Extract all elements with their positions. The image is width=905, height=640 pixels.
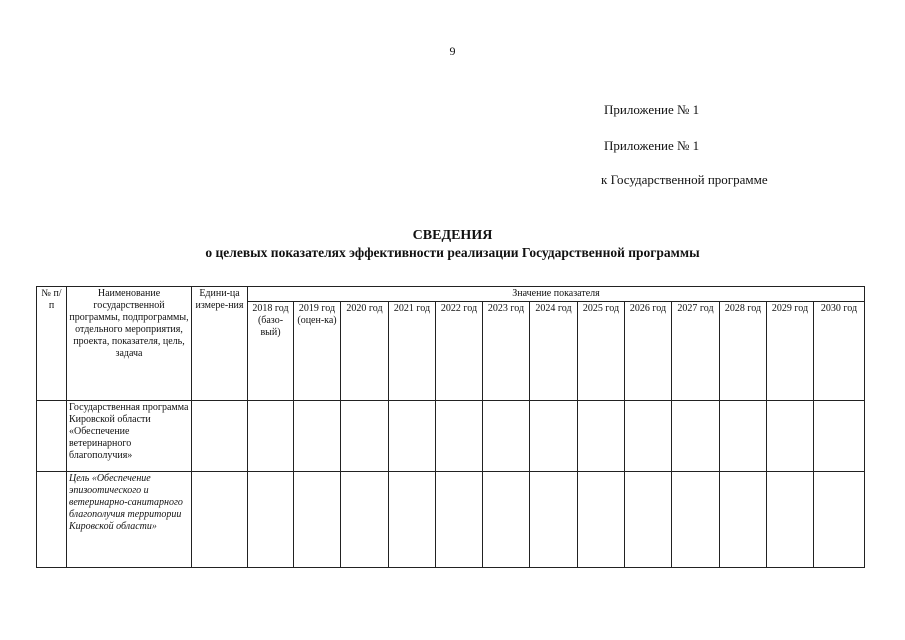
value-cell [767, 472, 814, 568]
year-header: 2022 год [436, 302, 483, 401]
appendix-line-1: Приложение № 1 [604, 102, 700, 117]
value-cell [389, 472, 436, 568]
document-subtitle: о целевых показателях эффективности реализации Государственной программы [205, 245, 700, 260]
table-row [37, 472, 865, 568]
value-cell [341, 472, 389, 568]
appendix-line-2: Приложение № 1 [604, 138, 700, 153]
year-header: 2019 год (оцен-ка) [294, 302, 341, 401]
appendix-line-3: к Государственной программе [601, 172, 768, 187]
year-header: 2023 год [483, 302, 530, 401]
value-cell [720, 401, 767, 472]
value-cell [483, 472, 530, 568]
value-cell [294, 472, 341, 568]
header-row [37, 287, 865, 302]
row-num-cell [37, 472, 67, 568]
value-cell [720, 472, 767, 568]
value-cell [625, 472, 672, 568]
header-name: Наименование государственной программы, подпрограммы, отдельного мероприятия, проекта, показателя, цель, задача [67, 287, 192, 401]
page-number: 9 [449, 44, 456, 58]
year-header: 2028 год [720, 302, 767, 401]
value-cell [625, 401, 672, 472]
document-title: СВЕДЕНИЯ [412, 228, 493, 243]
value-cell [672, 401, 720, 472]
value-cell [530, 401, 578, 472]
row-num-cell [37, 401, 67, 472]
row-name-cell: Цель «Обеспечение эпизоотического и ветеринарно-санитарного благополучия территории Кировской области» [67, 472, 192, 568]
value-cell [530, 472, 578, 568]
year-header: 2025 год [578, 302, 625, 401]
value-cell [341, 401, 389, 472]
table-row [37, 401, 865, 472]
value-cell [248, 472, 294, 568]
value-cell [483, 401, 530, 472]
value-cell [814, 472, 865, 568]
value-cell [436, 401, 483, 472]
value-cell [578, 401, 625, 472]
value-cell [578, 472, 625, 568]
value-cell [294, 401, 341, 472]
value-cell [248, 401, 294, 472]
year-header: 2026 год [625, 302, 672, 401]
header-num: № п/п [37, 287, 67, 401]
indicators-table [36, 286, 865, 568]
year-header: 2021 год [389, 302, 436, 401]
value-cell [814, 401, 865, 472]
value-cell [672, 472, 720, 568]
year-header: 2029 год [767, 302, 814, 401]
year-header: 2024 год [530, 302, 578, 401]
row-unit-cell [192, 472, 248, 568]
row-unit-cell [192, 401, 248, 472]
year-header: 2018 год (базо-вый) [248, 302, 294, 401]
header-values: Значение показателя [248, 287, 865, 302]
value-cell [436, 472, 483, 568]
value-cell [389, 401, 436, 472]
year-header: 2030 год [814, 302, 865, 401]
row-name-cell: Государственная программа Кировской области «Обеспечение ветеринарного благополучия» [67, 401, 192, 472]
value-cell [767, 401, 814, 472]
year-header: 2020 год [341, 302, 389, 401]
year-header: 2027 год [672, 302, 720, 401]
header-unit: Едини-ца измере-ния [192, 287, 248, 401]
